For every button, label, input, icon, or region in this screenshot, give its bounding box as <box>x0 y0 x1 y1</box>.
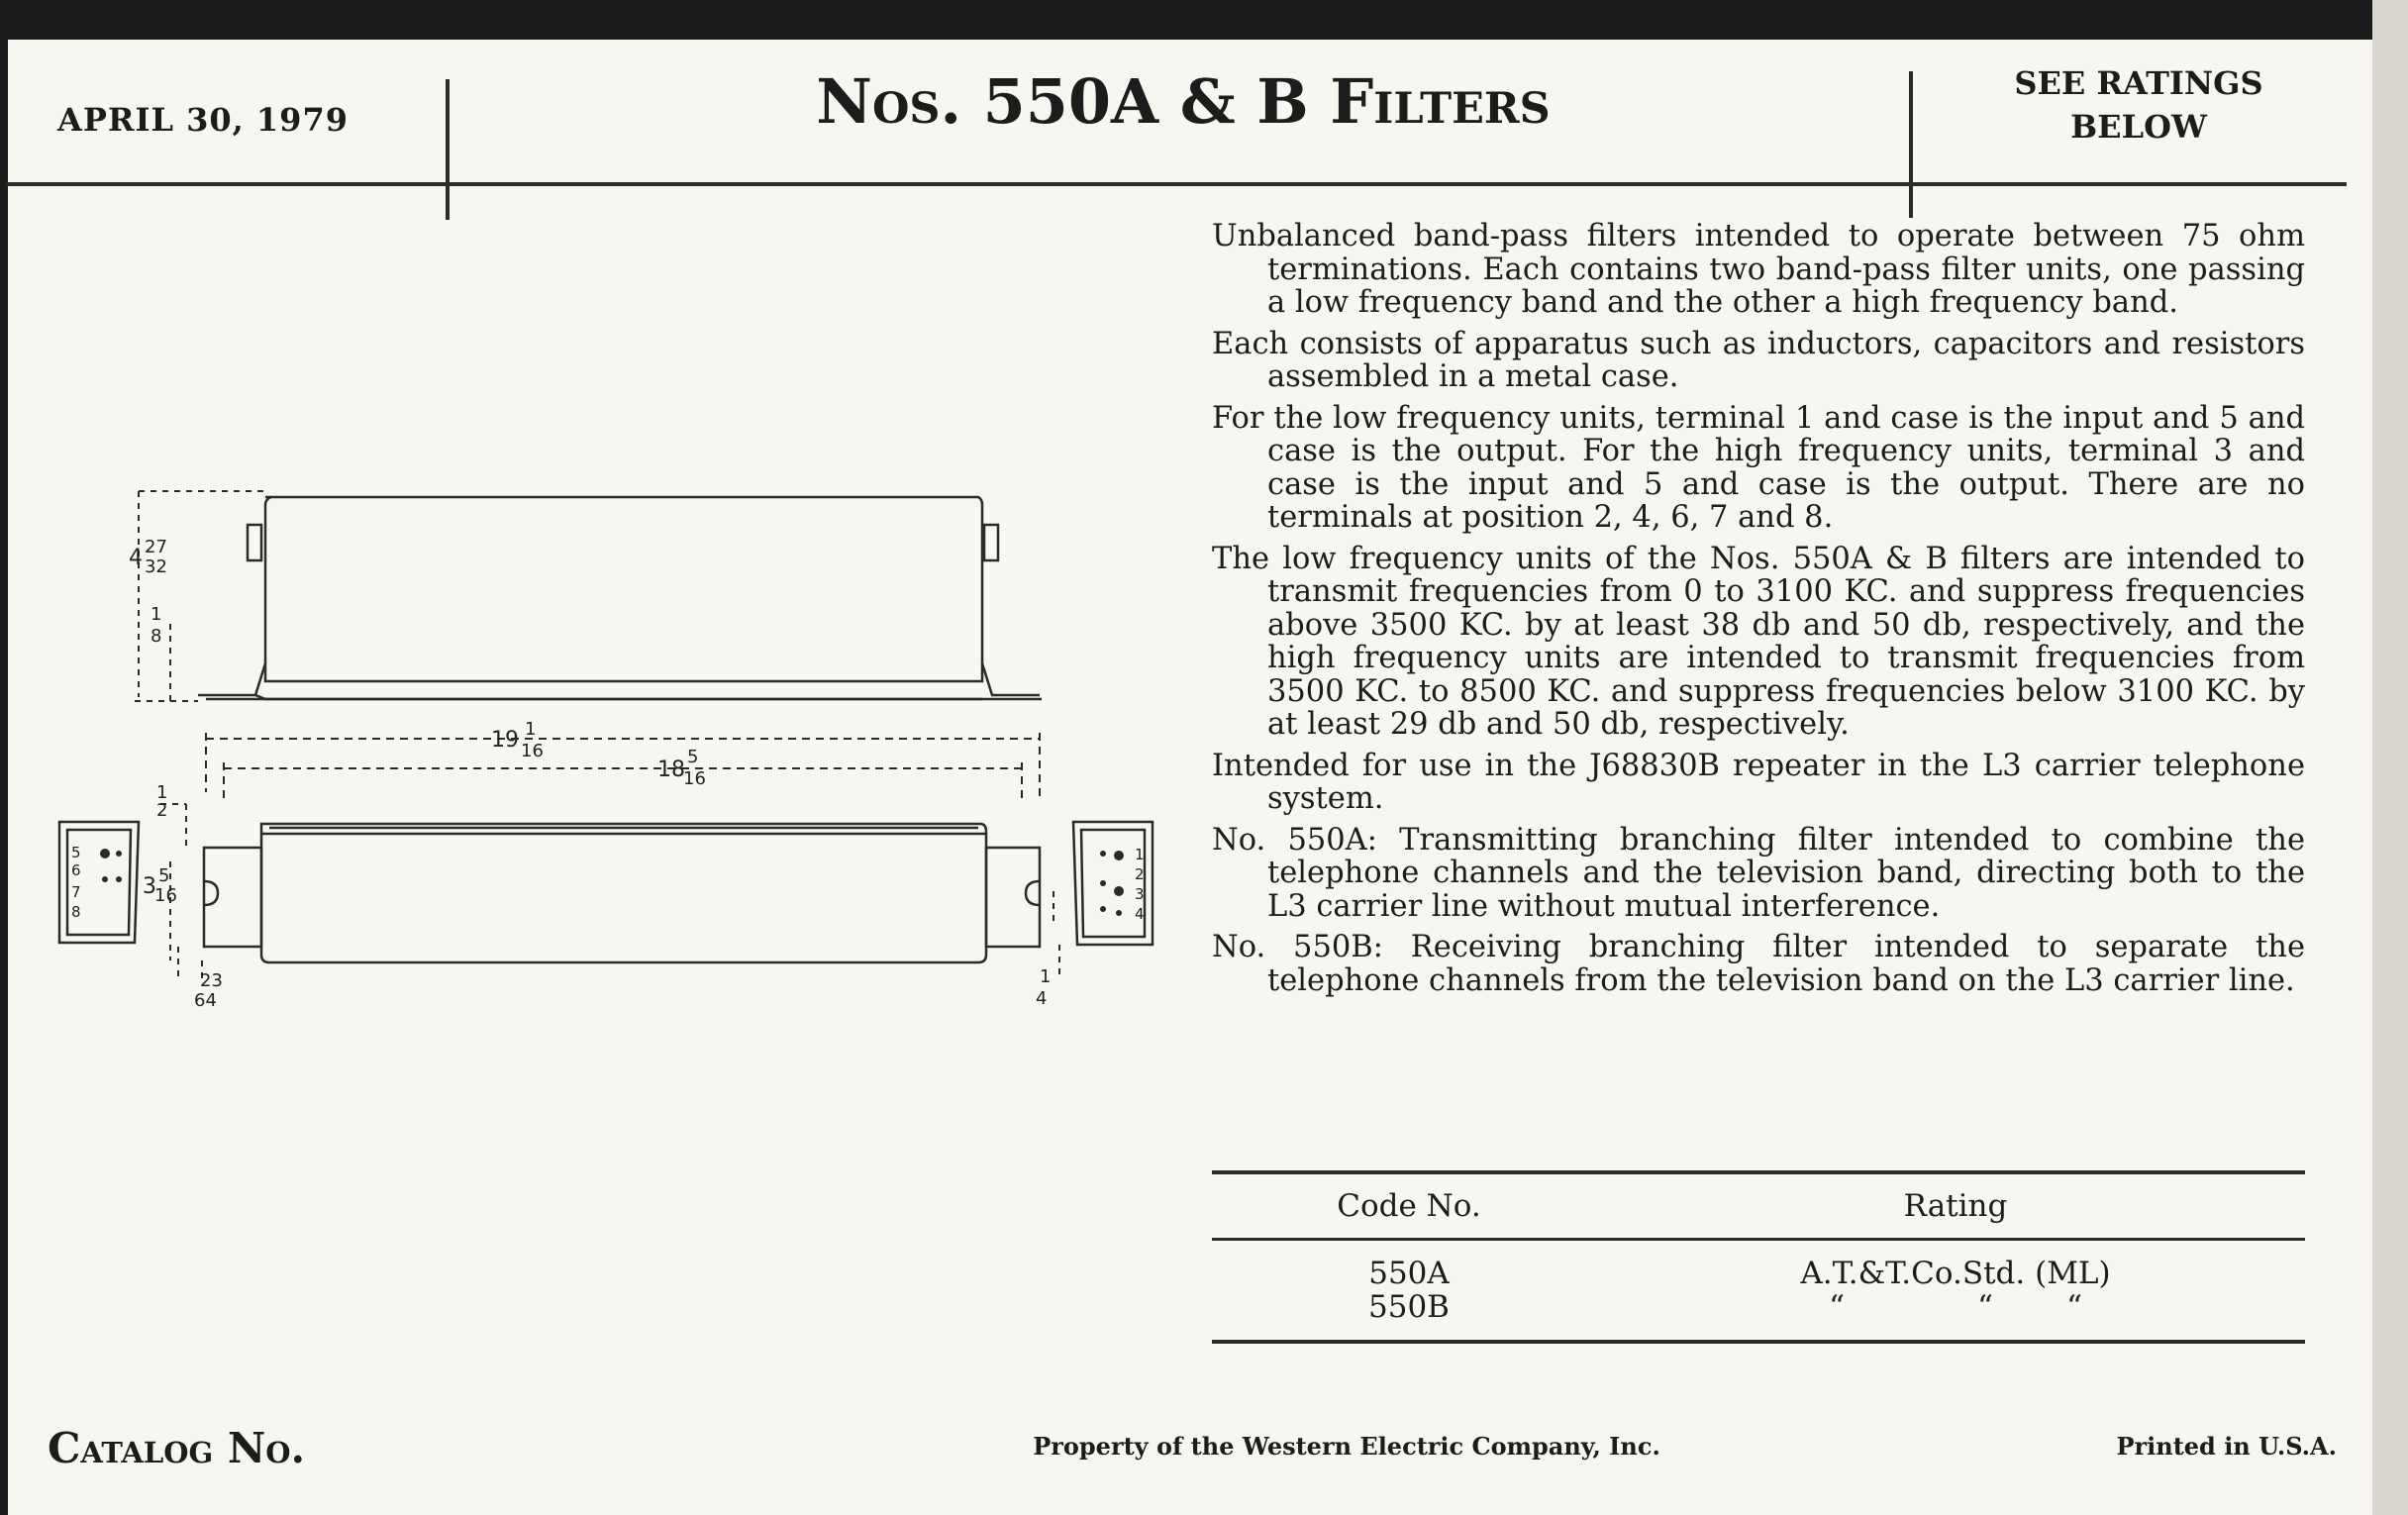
dim-end-num: 1 <box>156 782 168 803</box>
dim-overall-den: 16 <box>521 741 544 761</box>
dim-right-num: 1 <box>1040 966 1052 987</box>
dim-depth-whole: 3 <box>143 874 156 899</box>
right-terminal-block <box>1073 822 1153 945</box>
dim-foot-den: 8 <box>150 626 162 647</box>
header-rule <box>6 182 2347 186</box>
left-terminal-label: 8 <box>71 903 81 921</box>
side-view-foot-right <box>982 663 1040 695</box>
printed-notice: Printed in U.S.A. <box>2116 1432 2337 1461</box>
property-notice: Property of the Western Electric Company, Inc. <box>1033 1432 1660 1461</box>
dim-overall-num: 1 <box>525 719 537 740</box>
col-header-rating: Rating <box>1903 1188 2008 1224</box>
table-cell-rating-ditto <box>1606 1290 2305 1324</box>
dim-height-den: 32 <box>145 556 167 577</box>
table-bottom-rule <box>1212 1340 2305 1344</box>
left-terminal-label: 5 <box>71 844 81 861</box>
dim-height-num: 27 <box>145 537 167 557</box>
right-terminal-label: 1 <box>1135 846 1145 863</box>
left-terminal-block <box>59 822 139 943</box>
left-terminal-label: 7 <box>71 883 81 901</box>
dim-depth-den: 16 <box>154 885 177 906</box>
ratings-table <box>1212 1170 2305 1344</box>
side-view-body <box>265 497 982 681</box>
ratings-line-1: SEE RATINGS <box>2014 64 2263 102</box>
side-terminal-left <box>248 525 261 560</box>
right-terminal-label: 4 <box>1135 905 1145 923</box>
ditto-mark: “ <box>1977 1289 1993 1325</box>
left-terminal-label: 6 <box>71 861 81 879</box>
dim-right-den: 4 <box>1036 988 1048 1009</box>
table-cell-code: 550A <box>1368 1256 1450 1291</box>
dim-end-den: 2 <box>156 800 168 821</box>
dim-overall-whole: 19 <box>491 728 519 753</box>
ditto-mark: “ <box>2066 1289 2082 1325</box>
right-terminal-label: 3 <box>1135 885 1145 903</box>
description-paragraph: For the low frequency units, terminal 1 and case is the input and 5 and case is the output. For the high frequency units, terminal 3 and case is the input and 5 and case is the output. There are no terminals at position 2, 4, 6, 7 and 8. <box>1212 400 2305 535</box>
ratings-line-2: BELOW <box>2070 108 2207 146</box>
col-header-code: Code No. <box>1337 1188 1481 1224</box>
ratings-note <box>1921 61 2357 149</box>
dim-base-num: 23 <box>200 970 223 991</box>
dim-base-den: 64 <box>194 990 217 1011</box>
description <box>1212 220 2305 1005</box>
ditto-mark: “ <box>1829 1289 1845 1325</box>
filter-outline-drawing <box>40 465 1168 1020</box>
right-terminal-label: 2 <box>1135 865 1145 883</box>
description-paragraph: No. 550A: Transmitting branching filter intended to combine the telephone channels and the television band, directing both to the L3 carrier line without mutual interference. <box>1212 822 2305 924</box>
page-title: Nos. 550A & B Filters <box>816 65 1551 138</box>
table-header-row <box>1212 1174 2305 1238</box>
table-cell-rating: A.T.&T.Co.Std. (ML) <box>1800 1256 2111 1291</box>
table-cell-code: 550B <box>1368 1289 1450 1325</box>
plan-view-body <box>261 824 986 962</box>
description-paragraph: The low frequency units of the Nos. 550A & B filters are intended to transmit frequencies from 0 to 3100 KC. and suppress frequencies above 3500 KC. by at least 38 db and 50 db, respectively, and the high frequency units are intended to transmit frequencies from 3500 KC. to 8500 KC. and suppress frequencies below 3100 KC. by at least 29 db and 50 db, respectively. <box>1212 541 2305 742</box>
publication-date: APRIL 30, 1979 <box>57 101 349 139</box>
description-paragraph: Each consists of apparatus such as inductors, capacitors and resistors assembled in a metal case. <box>1212 326 2305 394</box>
dim-depth-num: 5 <box>158 865 170 886</box>
scan-edge <box>2372 0 2408 1515</box>
description-paragraph: No. 550B: Receiving branching filter intended to separate the telephone channels from the television band on the L3 carrier line. <box>1212 930 2305 998</box>
dim-height-whole: 4 <box>129 546 143 570</box>
catalog-number-label: Catalog No. <box>48 1424 306 1472</box>
dim-mount-whole: 18 <box>657 758 685 782</box>
table-body <box>1212 1241 2305 1340</box>
description-paragraph: Unbalanced band-pass filters intended to operate between 75 ohm terminations. Each contains two band-pass filter units, one passing a low frequency band and the other a high frequency band. <box>1212 219 2305 320</box>
side-terminal-right <box>984 525 998 560</box>
header-divider-right <box>1909 71 1913 218</box>
header-divider-left <box>446 79 450 220</box>
description-paragraph: Intended for use in the J68830B repeater in the L3 carrier telephone system. <box>1212 748 2305 816</box>
dim-mount-den: 16 <box>683 768 706 789</box>
dim-mount-num: 5 <box>687 747 699 767</box>
dim-foot-num: 1 <box>150 604 162 625</box>
